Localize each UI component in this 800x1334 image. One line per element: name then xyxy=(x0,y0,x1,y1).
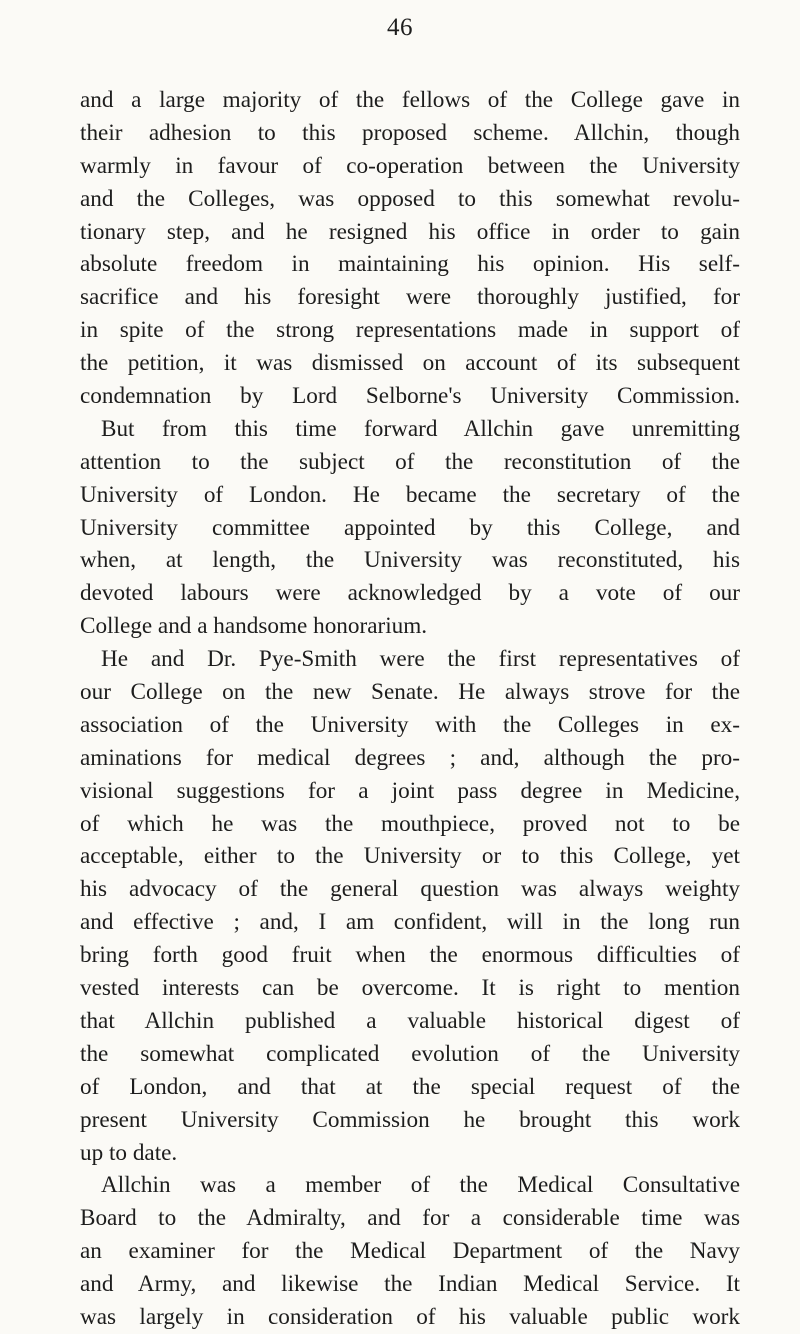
text-line: vested interests can be overcome. It is right to mention xyxy=(80,975,740,1002)
text-line: his advocacy of the general question was always weighty xyxy=(80,876,740,903)
page-number: 46 xyxy=(387,14,413,41)
text-line: He and Dr. Pye-Smith were the first representatives of xyxy=(101,646,740,673)
text-line: visional suggestions for a joint pass degree in Medicine, xyxy=(80,777,740,804)
text-line: and the Colleges, was opposed to this somewhat revolu- xyxy=(80,185,740,212)
text-line: was largely in consideration of his valuable public work xyxy=(80,1303,740,1330)
text-line: bring forth good fruit when the enormous difficulties of xyxy=(80,942,740,969)
text-line: University of London. He became the secretary of the xyxy=(80,481,740,508)
text-line: up to date. xyxy=(80,1139,178,1166)
text-line: College and a handsome honorarium. xyxy=(80,613,428,640)
text-line: the somewhat complicated evolution of the University xyxy=(80,1040,740,1067)
text-line: in spite of the strong representations made in support of xyxy=(80,317,740,344)
text-line: the petition, it was dismissed on account of its subsequent xyxy=(80,350,740,377)
text-line: that Allchin published a valuable historical digest of xyxy=(80,1007,740,1034)
text-line: condemnation by Lord Selborne's University Commission. xyxy=(80,383,740,410)
text-line: University committee appointed by this College, and xyxy=(80,514,740,541)
text-line: attention to the subject of the reconstitution of the xyxy=(80,448,740,475)
text-line: and Army, and likewise the Indian Medical Service. It xyxy=(80,1271,740,1298)
text-line: tionary step, and he resigned his office in order to gain xyxy=(80,218,740,245)
text-line: warmly in favour of co-operation between the University xyxy=(80,152,740,179)
text-line: and effective ; and, I am confident, will in the long run xyxy=(80,909,740,936)
text-line: and a large majority of the fellows of the College gave in xyxy=(80,87,740,113)
text-line: devoted labours were acknowledged by a vote of our xyxy=(80,580,740,607)
text-line: But from this time forward Allchin gave unremitting xyxy=(101,415,740,442)
body-text xyxy=(80,84,740,1334)
text-line: present University Commission he brought this work xyxy=(80,1106,740,1133)
text-line: Allchin was a member of the Medical Consultative xyxy=(101,1172,740,1199)
text-line: of London, and that at the special request of the xyxy=(80,1073,740,1100)
text-line: aminations for medical degrees ; and, although the pro- xyxy=(80,744,740,771)
text-line: association of the University with the Colleges in ex- xyxy=(80,711,740,738)
text-line: Board to the Admiralty, and for a considerable time was xyxy=(80,1205,740,1232)
text-line: of which he was the mouthpiece, proved not to be xyxy=(80,810,740,837)
text-line: sacrifice and his foresight were thoroughly justified, for xyxy=(80,284,740,311)
text-line: our College on the new Senate. He always strove for the xyxy=(80,679,740,706)
text-line: acceptable, either to the University or to this College, yet xyxy=(80,843,740,870)
text-line: an examiner for the Medical Department of the Navy xyxy=(80,1238,740,1265)
text-line: when, at length, the University was reconstituted, his xyxy=(80,547,740,574)
text-line: absolute freedom in maintaining his opinion. His self- xyxy=(80,251,740,278)
text-line: their adhesion to this proposed scheme. Allchin, though xyxy=(80,119,740,146)
